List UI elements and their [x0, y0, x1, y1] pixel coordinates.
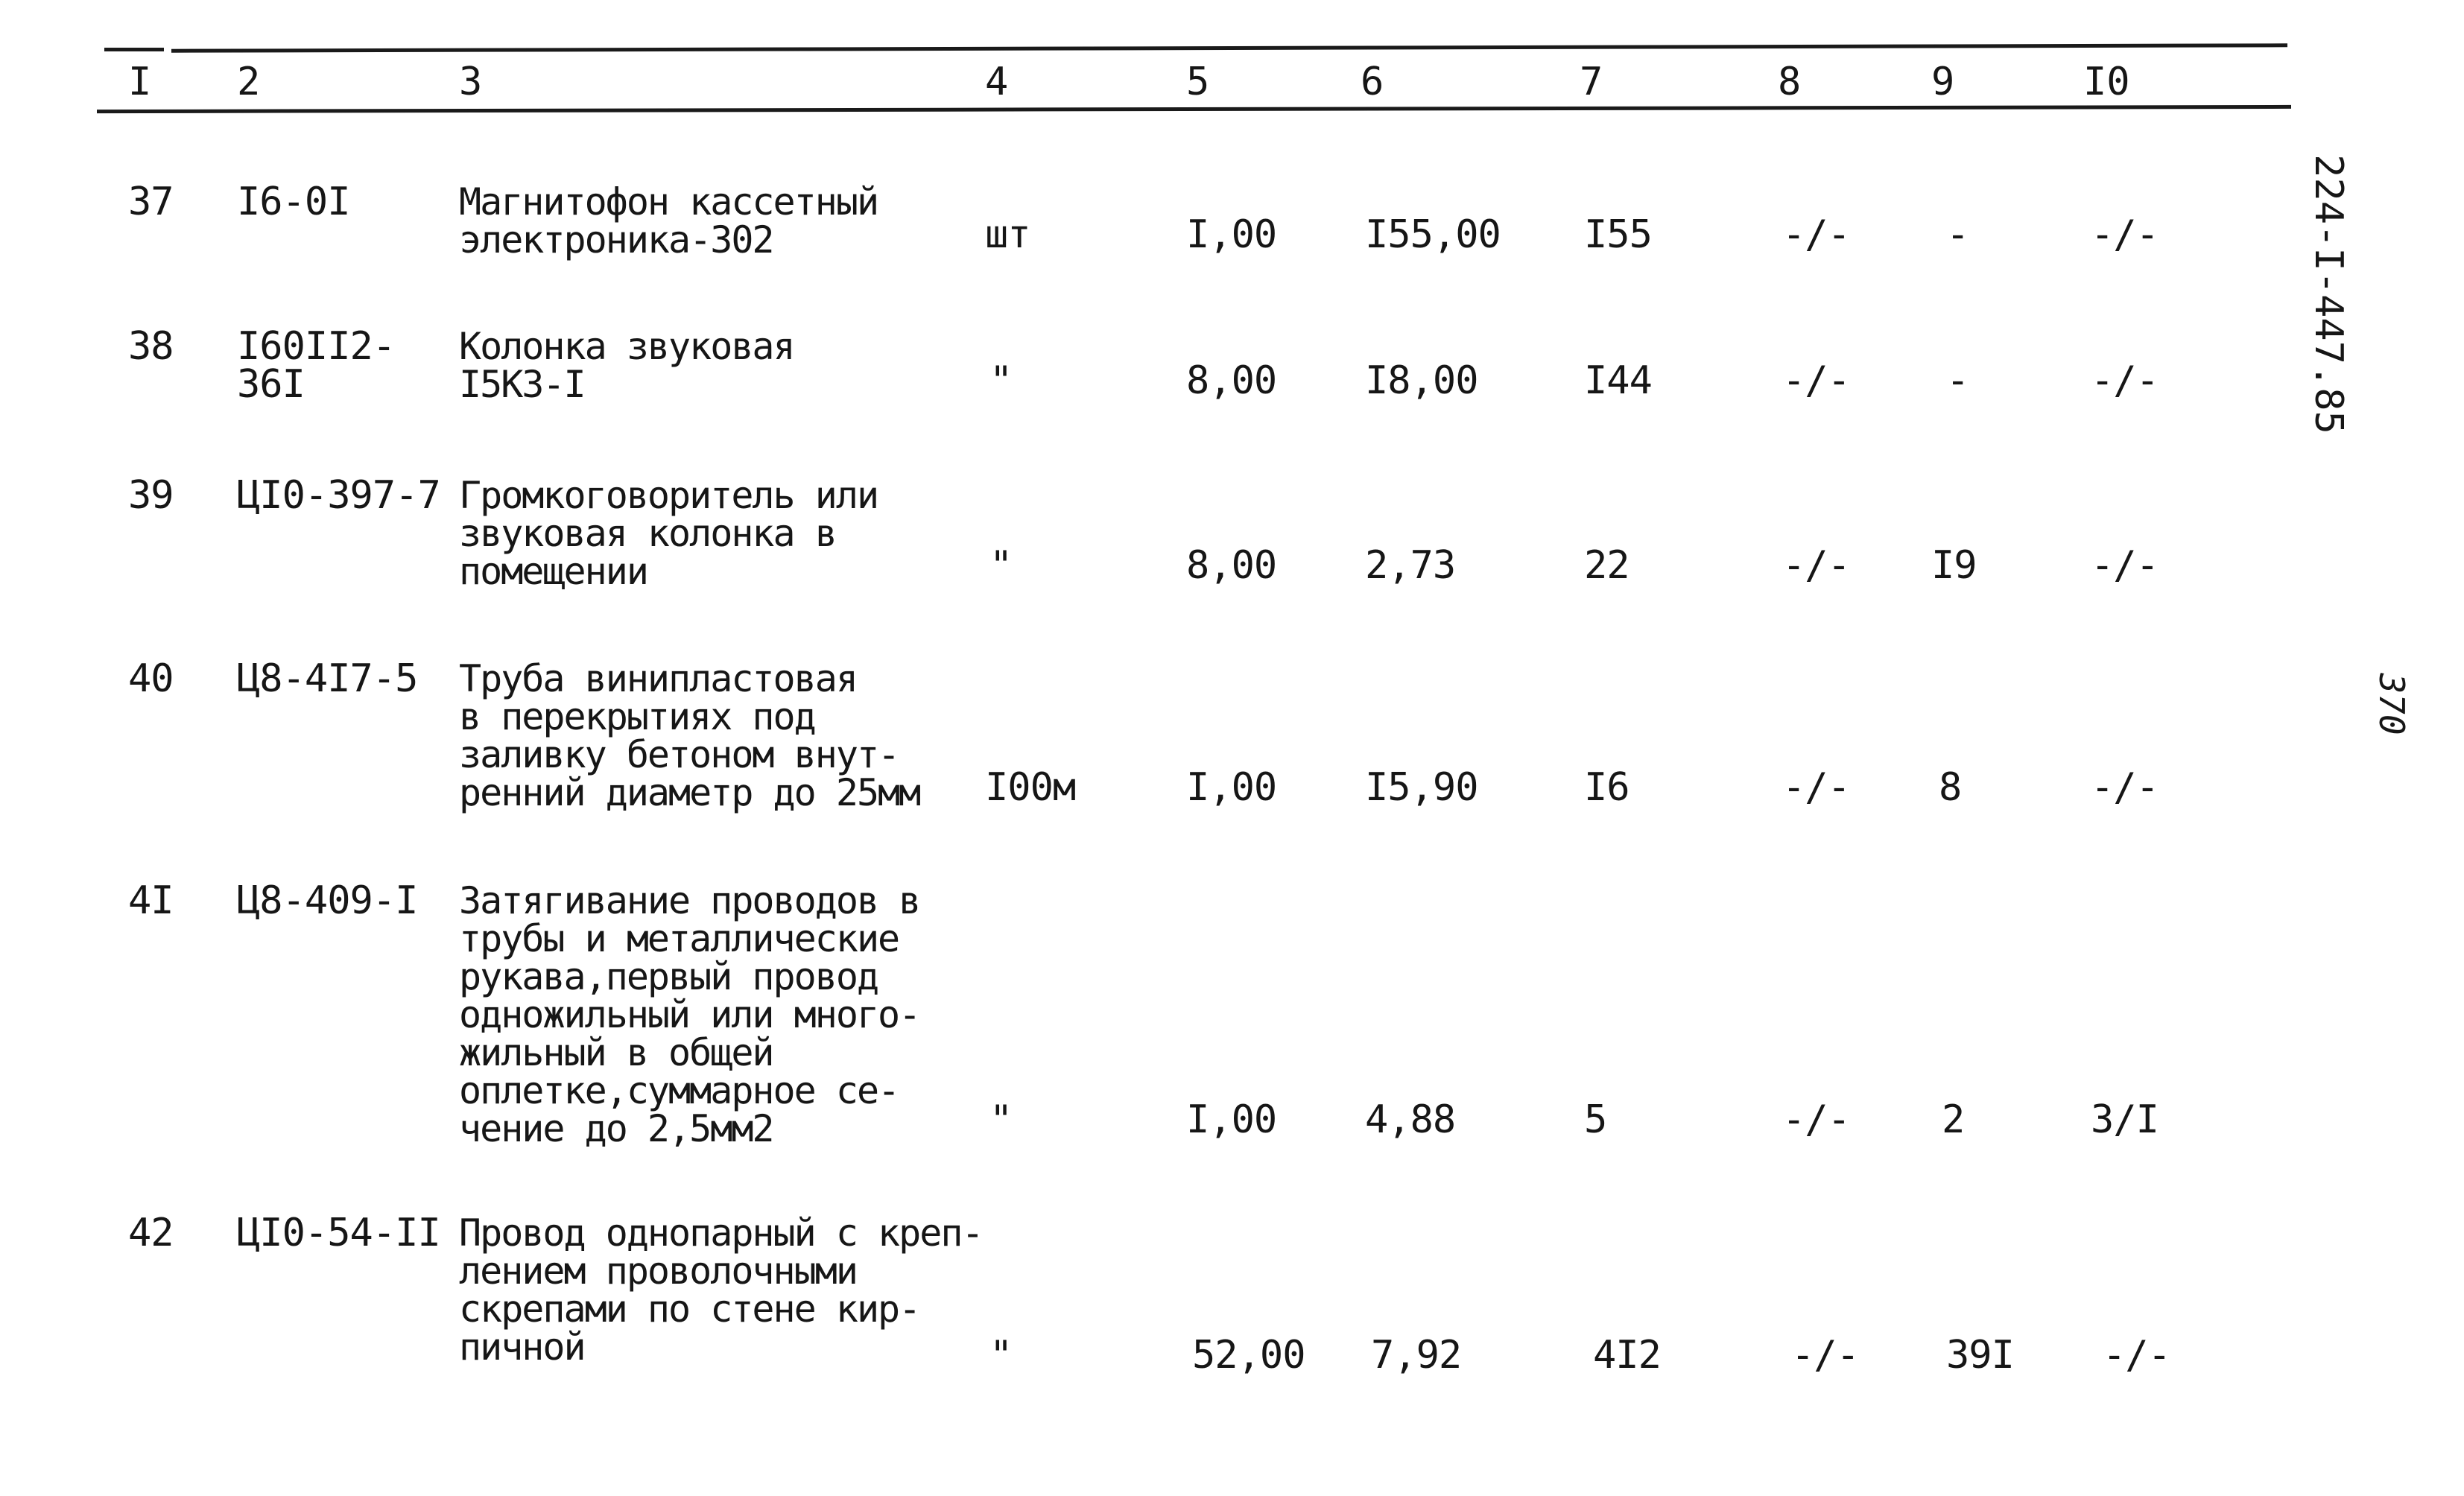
rate-code-line: 36I — [237, 362, 305, 407]
sheet-number: 370 — [2372, 673, 2412, 735]
header-col-3: 3 — [459, 60, 483, 104]
total-cost: 22 — [1584, 543, 1630, 588]
description-line: Затягивание проводов в — [459, 879, 920, 922]
quantity: I,00 — [1186, 765, 1277, 810]
quantity: I,00 — [1186, 1097, 1277, 1142]
quantity: 52,00 — [1192, 1333, 1305, 1378]
header-bottom-rule — [97, 105, 2291, 113]
row-number: 4I — [128, 878, 174, 923]
work-description — [459, 180, 878, 262]
col-9-value: - — [1946, 358, 1969, 403]
col-9-value: 2 — [1942, 1097, 1965, 1142]
col-8-value: -/- — [1782, 358, 1850, 403]
top-rule — [171, 43, 2287, 52]
rate-code-line: I60II2- — [237, 324, 396, 369]
row-number: 37 — [128, 180, 174, 224]
col-8-value: -/- — [1782, 543, 1850, 588]
description-line: Магнитофон кассетный — [459, 180, 878, 224]
document-code: 224-I-447.85 — [2306, 154, 2351, 434]
col-10-value: -/- — [2091, 543, 2159, 588]
unit-price: I5,90 — [1365, 765, 1478, 810]
description-line: чение до 2,5мм2 — [459, 1107, 773, 1150]
col-8-value: -/- — [1782, 765, 1850, 810]
unit-price: 7,92 — [1371, 1333, 1462, 1378]
header-col-4: 4 — [985, 60, 1009, 104]
description-line: Колонка звуковая — [459, 325, 794, 368]
description-line: скрепами по стене кир- — [459, 1287, 920, 1331]
description-line: жильный в общей — [459, 1031, 773, 1074]
work-description — [459, 474, 878, 593]
header-col-7: 7 — [1580, 60, 1603, 104]
unit-price: 2,73 — [1365, 543, 1456, 588]
description-line: электроника-302 — [459, 218, 773, 262]
col-8-value: -/- — [1782, 1097, 1850, 1142]
description-line: звуковая колонка в — [459, 512, 836, 555]
quantity: I,00 — [1186, 212, 1277, 257]
description-line: заливку бетоном внут- — [459, 733, 899, 776]
description-line: Провод однопарный с креп- — [459, 1211, 983, 1255]
unit: " — [989, 1333, 1013, 1378]
rate-code: Ц8-4I7-5 — [237, 656, 418, 701]
col-9-value: I9 — [1931, 543, 1977, 588]
header-col-5: 5 — [1186, 60, 1210, 104]
rate-code: ЦI0-54-II — [237, 1211, 440, 1255]
unit: " — [989, 1097, 1013, 1142]
unit: " — [989, 358, 1013, 403]
description-line: Труба винипластовая — [459, 657, 857, 700]
quantity: 8,00 — [1186, 543, 1277, 588]
unit: I00м — [985, 765, 1076, 810]
rate-code — [237, 324, 396, 407]
total-cost: I55 — [1584, 212, 1652, 257]
total-cost: 4I2 — [1593, 1333, 1661, 1378]
description-line: помещении — [459, 550, 647, 593]
header-col-6: 6 — [1361, 60, 1384, 104]
work-description — [459, 879, 920, 1150]
total-cost: I44 — [1584, 358, 1652, 403]
row-number: 38 — [128, 324, 174, 369]
col-9-value: 8 — [1939, 765, 1962, 810]
col-10-value: 3/I — [2091, 1097, 2159, 1142]
total-cost: I6 — [1584, 765, 1630, 810]
description-line: одножильный или много- — [459, 993, 920, 1036]
description-line: I5К3-I — [459, 363, 585, 406]
total-cost: 5 — [1584, 1097, 1607, 1142]
rate-code: ЦI0-397-7 — [237, 473, 440, 518]
header-col-2: 2 — [237, 60, 261, 104]
col-10-value: -/- — [2091, 358, 2159, 403]
unit-price: I55,00 — [1365, 212, 1501, 257]
unit-price: I8,00 — [1365, 358, 1478, 403]
work-description — [459, 1211, 983, 1369]
work-description — [459, 325, 794, 406]
description-line: оплетке,суммарное се- — [459, 1069, 899, 1112]
header-col-1: I — [128, 60, 152, 104]
unit-price: 4,88 — [1365, 1097, 1456, 1142]
rate-code: Ц8-409-I — [237, 878, 418, 923]
header-col-8: 8 — [1778, 60, 1802, 104]
col-10-value: -/- — [2091, 765, 2159, 810]
unit: шт — [985, 212, 1030, 257]
description-line: трубы и металлические — [459, 917, 899, 960]
description-line: лением проволочными — [459, 1249, 857, 1293]
header-col-9: 9 — [1931, 60, 1955, 104]
description-line: ренний диаметр до 25мм — [459, 771, 920, 814]
top-rule-stub — [104, 48, 164, 51]
description-line: Громкоговоритель или — [459, 474, 878, 517]
description-line: в перекрытиях под — [459, 695, 815, 738]
col-8-value: -/- — [1782, 212, 1850, 257]
header-col-10: I0 — [2083, 60, 2130, 104]
col-9-value: 39I — [1946, 1333, 2014, 1378]
row-number: 42 — [128, 1211, 174, 1255]
quantity: 8,00 — [1186, 358, 1277, 403]
unit: " — [989, 543, 1013, 588]
row-number: 40 — [128, 656, 174, 701]
col-10-value: -/- — [2091, 212, 2159, 257]
rate-code: I6-0I — [237, 180, 350, 224]
col-8-value: -/- — [1791, 1333, 1859, 1378]
description-line: пичной — [459, 1325, 585, 1369]
work-description — [459, 657, 920, 814]
col-10-value: -/- — [2103, 1333, 2170, 1378]
description-line: рукава,первый провод — [459, 955, 878, 998]
col-9-value: - — [1946, 212, 1969, 257]
row-number: 39 — [128, 473, 174, 518]
